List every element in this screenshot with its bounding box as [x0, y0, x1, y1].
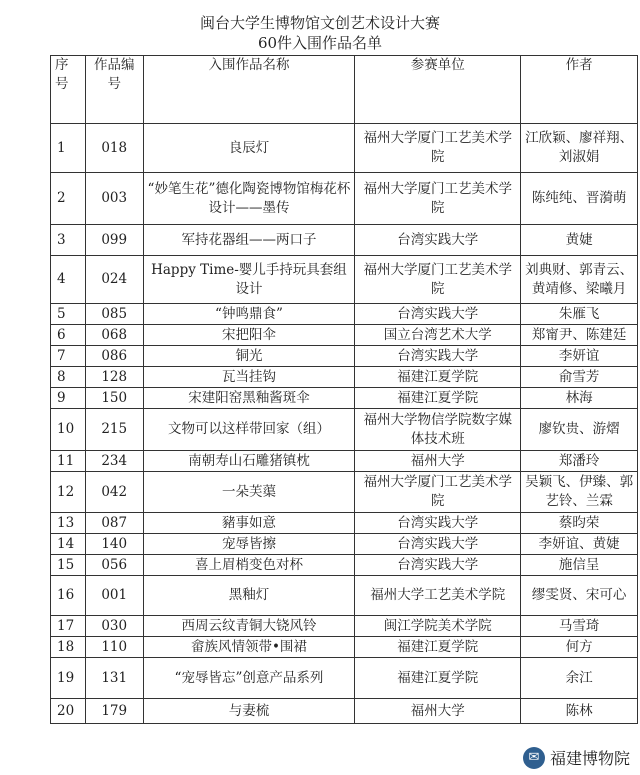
table-row: [51, 409, 638, 451]
row-code: 087: [85, 513, 143, 534]
header-name: 入围作品名称: [143, 56, 355, 124]
row-name: 南朝寿山石雕猪镇枕: [143, 451, 355, 472]
row-seq: 19: [51, 658, 86, 699]
row-code: 110: [85, 637, 143, 658]
table-row: [51, 225, 638, 256]
row-unit: 福州大学物信学院数字媒体技术班: [355, 409, 521, 451]
row-author: 何方: [521, 637, 638, 658]
watermark-text: 福建博物院: [549, 749, 630, 768]
row-author: 缪雯贤、宋可心: [521, 576, 638, 616]
row-unit: 福建江夏学院: [355, 367, 521, 388]
row-author: 施信呈: [521, 555, 638, 576]
row-author: 郑潘玲: [521, 451, 638, 472]
row-name: 西周云纹青铜大铙风铃: [143, 616, 355, 637]
row-seq: 8: [51, 367, 86, 388]
row-code: 234: [85, 451, 143, 472]
row-seq: 11: [51, 451, 86, 472]
row-seq: 4: [51, 256, 86, 304]
row-seq: 6: [51, 325, 86, 346]
row-seq: 12: [51, 472, 86, 513]
row-code: 042: [85, 472, 143, 513]
row-code: 099: [85, 225, 143, 256]
row-author: 朱雁飞: [521, 304, 638, 325]
table-row: [51, 658, 638, 699]
row-unit: 台湾实践大学: [355, 225, 521, 256]
row-seq: 3: [51, 225, 86, 256]
row-unit: 台湾实践大学: [355, 304, 521, 325]
row-unit: 台湾实践大学: [355, 534, 521, 555]
row-name: 瓦当挂钩: [143, 367, 355, 388]
header-unit: 参赛单位: [355, 56, 521, 124]
row-author: 吴颖飞、伊臻、郭艺铃、兰霖: [521, 472, 638, 513]
row-name: 喜上眉梢变色对杯: [143, 555, 355, 576]
row-name: 军持花器组——两口子: [143, 225, 355, 256]
row-seq: 20: [51, 699, 86, 724]
table-row: [51, 472, 638, 513]
row-name: 与妻梳: [143, 699, 355, 724]
table-row: [51, 304, 638, 325]
row-code: 131: [85, 658, 143, 699]
row-code: 150: [85, 388, 143, 409]
table-row: [51, 367, 638, 388]
row-seq: 7: [51, 346, 86, 367]
row-author: 蔡昀荣: [521, 513, 638, 534]
row-author: 江欣颖、廖祥翔、刘淑娟: [521, 124, 638, 173]
row-author: 李妍谊、黄婕: [521, 534, 638, 555]
row-author: 郑甯尹、陈建廷: [521, 325, 638, 346]
table-row: [51, 346, 638, 367]
row-unit: 台湾实践大学: [355, 346, 521, 367]
row-unit: 台湾实践大学: [355, 555, 521, 576]
table-row: [51, 555, 638, 576]
row-name: 宠辱皆擦: [143, 534, 355, 555]
header-code: 作品编号: [85, 56, 143, 124]
table-header-row: [51, 56, 638, 124]
row-seq: 17: [51, 616, 86, 637]
row-code: 085: [85, 304, 143, 325]
row-author: 俞雪芳: [521, 367, 638, 388]
row-seq: 13: [51, 513, 86, 534]
row-author: 黄婕: [521, 225, 638, 256]
table-row: [51, 513, 638, 534]
document-title: 闽台大学生博物馆文创艺术设计大赛: [199, 14, 440, 32]
row-code: 086: [85, 346, 143, 367]
row-name: 宋建阳窑黑釉酱斑伞: [143, 388, 355, 409]
row-name: 豬事如意: [143, 513, 355, 534]
row-code: 128: [85, 367, 143, 388]
row-author: 廖钦贵、游熠: [521, 409, 638, 451]
table-row: [51, 576, 638, 616]
table-row: [51, 325, 638, 346]
watermark: [517, 744, 636, 771]
row-seq: 5: [51, 304, 86, 325]
row-unit: 福建江夏学院: [355, 388, 521, 409]
row-name: Happy Time-婴儿手持玩具套组设计: [143, 256, 355, 304]
row-name: 一朵芙蕖: [143, 472, 355, 513]
table-row: [51, 699, 638, 724]
row-unit: 福州大学厦门工艺美术学院: [355, 124, 521, 173]
row-unit: 福州大学厦门工艺美术学院: [355, 173, 521, 225]
row-author: 陈林: [521, 699, 638, 724]
row-name: 黑釉灯: [143, 576, 355, 616]
header-author: 作者: [521, 56, 638, 124]
row-code: 018: [85, 124, 143, 173]
row-author: 余江: [521, 658, 638, 699]
row-code: 068: [85, 325, 143, 346]
row-unit: 福州大学厦门工艺美术学院: [355, 472, 521, 513]
row-seq: 2: [51, 173, 86, 225]
row-author: 李妍谊: [521, 346, 638, 367]
row-seq: 9: [51, 388, 86, 409]
row-unit: 福州大学: [355, 699, 521, 724]
row-seq: 1: [51, 124, 86, 173]
row-unit: 福州大学厦门工艺美术学院: [355, 256, 521, 304]
row-name: 文物可以这样带回家（组）: [143, 409, 355, 451]
row-code: 140: [85, 534, 143, 555]
row-unit: 福建江夏学院: [355, 637, 521, 658]
row-seq: 14: [51, 534, 86, 555]
document-subtitle: 60件入围作品名单: [257, 34, 383, 52]
row-name: 铜光: [143, 346, 355, 367]
row-name: 宋把阳伞: [143, 325, 355, 346]
row-code: 001: [85, 576, 143, 616]
row-seq: 15: [51, 555, 86, 576]
table-row: [51, 124, 638, 173]
row-author: 林海: [521, 388, 638, 409]
row-code: 215: [85, 409, 143, 451]
row-name: 良辰灯: [143, 124, 355, 173]
table-row: [51, 451, 638, 472]
row-code: 179: [85, 699, 143, 724]
row-seq: 10: [51, 409, 86, 451]
row-author: 马雪琦: [521, 616, 638, 637]
row-code: 024: [85, 256, 143, 304]
row-name: “妙笔生花”德化陶瓷博物馆梅花杯设计——墨传: [143, 173, 355, 225]
table-row: [51, 388, 638, 409]
row-name: “钟鸣鼎食”: [143, 304, 355, 325]
row-name: “宠辱皆忘”创意产品系列: [143, 658, 355, 699]
row-seq: 16: [51, 576, 86, 616]
row-unit: 福州大学: [355, 451, 521, 472]
header-seq: 序号: [51, 56, 86, 124]
row-code: 030: [85, 616, 143, 637]
table-row: [51, 637, 638, 658]
row-unit: 闽江学院美术学院: [355, 616, 521, 637]
row-code: 056: [85, 555, 143, 576]
table-row: [51, 173, 638, 225]
row-unit: 福建江夏学院: [355, 658, 521, 699]
row-unit: 台湾实践大学: [355, 513, 521, 534]
row-seq: 18: [51, 637, 86, 658]
wechat-icon: ✉: [523, 747, 545, 769]
row-unit: 国立台湾艺术大学: [355, 325, 521, 346]
row-author: 刘典财、郭青云、黄靖修、梁曦月: [521, 256, 638, 304]
finalist-table: [50, 55, 638, 724]
table-row: [51, 616, 638, 637]
row-code: 003: [85, 173, 143, 225]
row-unit: 福州大学工艺美术学院: [355, 576, 521, 616]
row-name: 畲族风情领带•围裙: [143, 637, 355, 658]
table-row: [51, 256, 638, 304]
table-row: [51, 534, 638, 555]
row-author: 陈纯纯、晋漪萌: [521, 173, 638, 225]
